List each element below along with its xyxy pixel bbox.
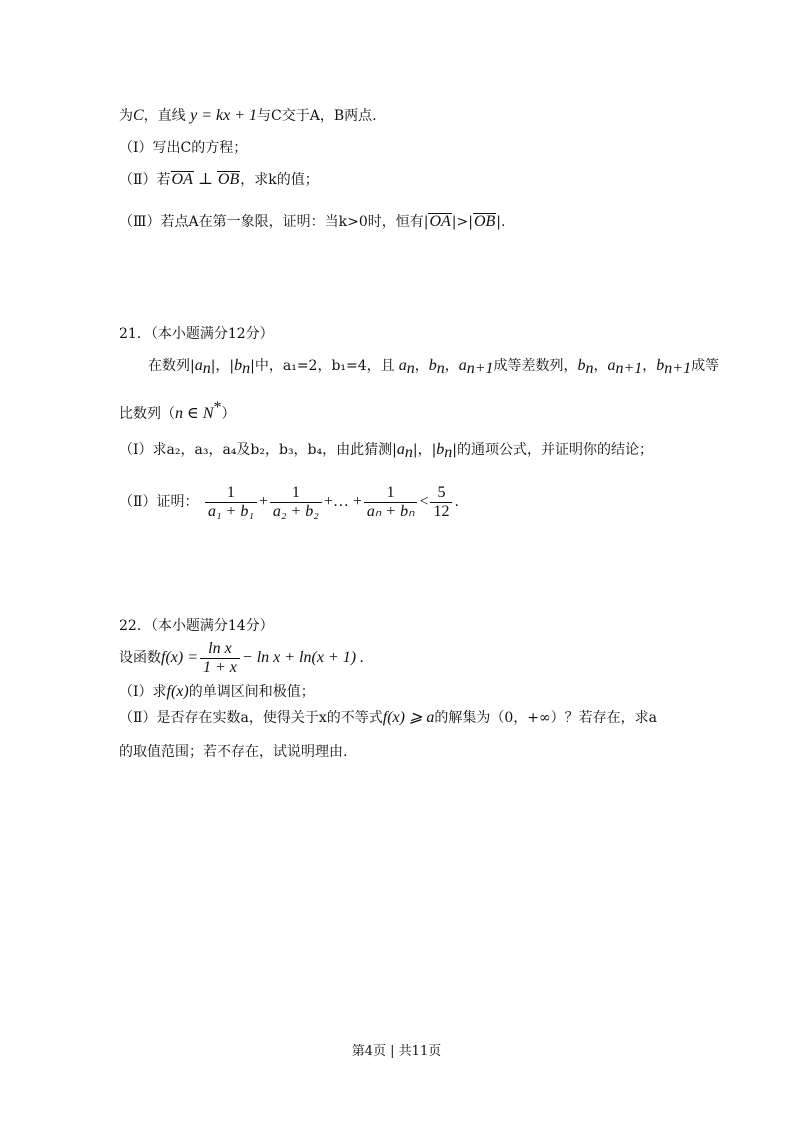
seq-b: b xyxy=(656,357,665,374)
fraction-3 xyxy=(364,484,418,521)
q21-text: |，| xyxy=(210,358,235,374)
fraction-denominator: aₙ + bₙ xyxy=(364,502,418,521)
vector-oa: OA xyxy=(171,171,193,188)
q22-text: 的单调区间和极值； xyxy=(188,684,315,700)
seq-b: b xyxy=(234,357,243,374)
q21-text: |中，a₁=2，b₁=4，且 xyxy=(250,358,395,374)
fraction-denominator: a₁ + b₁ xyxy=(205,502,257,521)
q22-text: 设函数 xyxy=(119,650,161,666)
q21-part2 xyxy=(119,482,459,522)
q20-part3 xyxy=(119,212,505,232)
q21-line1: 在数列$|a_n|$，$|b_n|$中，a₁=2，b₁=4，且 $a_n$，$b_n$，$a_{n+1}$成等差数列，$b_n$，$a_{n+1}$，$b_{n+1}$成等 xyxy=(148,357,720,377)
fraction-2 xyxy=(270,484,322,521)
q20-text: ，求k的值； xyxy=(240,172,319,188)
vector-ob: OB xyxy=(473,213,496,230)
star-superscript: * xyxy=(213,399,222,416)
q21-text: （Ⅱ）证明： xyxy=(119,494,199,510)
period: . xyxy=(454,494,459,510)
function-f: f(x) xyxy=(166,683,189,700)
q20-part2 xyxy=(119,170,319,190)
seq-a: a xyxy=(458,357,467,374)
q21-part1: （Ⅰ）求a₂，a₃，a₄及b₂，b₃，b₄，由此猜测$|a_n|$，$|b_n|$的通项公式，并证明你的结论； xyxy=(119,441,654,461)
q22-text: 的解集为（0，+∞）？若存在，求a xyxy=(434,710,658,726)
fraction-numerator: 1 xyxy=(291,483,300,501)
q22-part2 xyxy=(119,708,657,728)
q21-text: 成等差数列， xyxy=(493,358,578,374)
less-than-sign: < xyxy=(419,493,429,510)
seq-a: a xyxy=(398,357,407,374)
q21-line2 xyxy=(119,398,236,424)
q20-line-equation: y = kx + 1 xyxy=(190,107,258,124)
q21-text: 比数列（ xyxy=(119,406,175,422)
fraction-numerator: 1 xyxy=(226,483,235,501)
q22-part2-cont: 的取值范围；若不存在，试说明理由. xyxy=(119,744,348,760)
fraction-1 xyxy=(205,484,257,521)
q21-text: ， xyxy=(444,358,459,374)
page-footer: 第4页 | 共11页 xyxy=(351,1044,442,1059)
q20-text: |>| xyxy=(451,214,473,230)
n-in-n-star: n ∈ N xyxy=(175,405,214,422)
q20-math-c: C xyxy=(133,107,144,124)
fraction-denominator: a₂ + b₂ xyxy=(270,502,322,521)
fraction-lnx xyxy=(200,640,240,677)
q21-text: （Ⅰ）求a₂，a₃，a₄及b₂，b₃，b₄，由此猜测| xyxy=(119,442,397,458)
q22-part1 xyxy=(119,682,315,702)
seq-a: a xyxy=(194,357,203,374)
fraction-numerator: 5 xyxy=(437,483,446,501)
q20-text: （Ⅲ）若点A在第一象限，证明：当k>0时，恒有| xyxy=(119,214,429,230)
seq-b: b xyxy=(428,357,437,374)
seq-b: b xyxy=(577,357,586,374)
inequality: f(x) ⩾ a xyxy=(382,709,435,726)
function-f: f(x) = xyxy=(161,649,198,666)
q21-text: ， xyxy=(642,358,657,374)
q20-text: 与C交于A，B两点. xyxy=(257,108,377,124)
q22-text: （Ⅰ）求 xyxy=(119,684,167,700)
seq-a: a xyxy=(607,357,616,374)
fraction-denominator: 1 + x xyxy=(200,658,240,677)
q20-part1: （Ⅰ）写出C的方程； xyxy=(119,140,248,156)
vector-oa: OA xyxy=(429,213,451,230)
q22-text: （Ⅱ）是否存在实数a，使得关于x的不等式 xyxy=(119,710,383,726)
q20-text: 为 xyxy=(119,108,133,124)
q21-text: |的通项公式，并证明你的结论； xyxy=(452,442,654,458)
q20-continuation xyxy=(119,106,377,126)
fraction-denominator: 12 xyxy=(430,502,452,521)
q21-text: ， xyxy=(414,358,429,374)
q22-header: 22．（本小题满分14分） xyxy=(119,618,274,634)
perp-symbol: ⊥ xyxy=(193,171,217,188)
q20-text: ，直线 xyxy=(143,108,186,124)
q21-text: 成等 xyxy=(691,358,720,374)
q20-text: |. xyxy=(496,214,506,230)
q21-text: ） xyxy=(221,406,236,422)
vector-ob: OB xyxy=(217,171,240,188)
plus-sign: + xyxy=(258,493,268,510)
q22-line1 xyxy=(119,638,364,678)
q20-text: （Ⅱ）若 xyxy=(119,172,171,188)
fraction-4 xyxy=(430,484,452,521)
q21-text: ， xyxy=(593,358,608,374)
fraction-numerator: ln x xyxy=(208,639,232,657)
q21-text: 在数列| xyxy=(148,358,195,374)
seq-b: b xyxy=(436,441,445,458)
q21-text: |，| xyxy=(412,442,437,458)
fraction-numerator: 1 xyxy=(386,483,395,501)
ellipsis-plus: +… + xyxy=(323,493,362,510)
function-rest: − ln x + ln(x + 1) . xyxy=(241,649,365,666)
seq-a: a xyxy=(396,441,405,458)
q21-header: 21．（本小题满分12分） xyxy=(119,326,274,342)
